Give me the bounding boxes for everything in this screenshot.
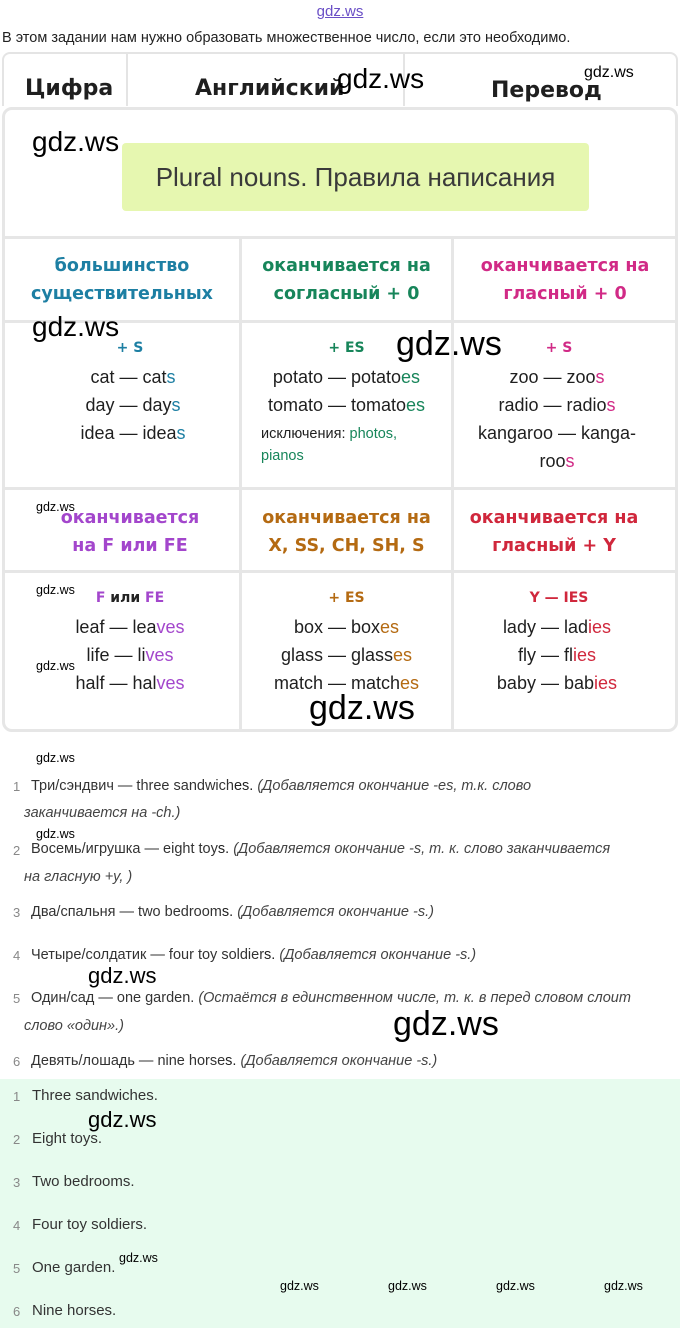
example-row: life — lives xyxy=(86,645,174,665)
answer-item: Nine horses. xyxy=(32,1302,117,1319)
example-row: fly — flies xyxy=(517,645,597,665)
explanation-item: Четыре/солдатик — four toy soldiers. (Добавляется окончание -s.) xyxy=(31,947,477,963)
answer-item: Eight toys. xyxy=(32,1130,103,1147)
explanation-item: Три/сэндвич — three sandwiches. (Добавляется окончание -es, т.к. слово xyxy=(31,778,532,794)
explanation-item-cont: на гласную +y, ) xyxy=(24,869,133,885)
example-row: idea — ideas xyxy=(80,423,186,443)
answer-item: One garden. xyxy=(32,1259,116,1276)
watermark: gdz.ws xyxy=(32,126,120,157)
category-consonant-o: оканчивается на согласный + 0 xyxy=(262,256,431,304)
watermark: gdz.ws xyxy=(496,1279,535,1293)
watermark: gdz.ws xyxy=(309,689,415,727)
answer-item: Two bedrooms. xyxy=(32,1173,135,1190)
list-number: 6 xyxy=(13,1054,21,1069)
rule-plus-s: + S xyxy=(116,340,144,356)
table-divider xyxy=(2,236,678,239)
watermark: gdz.ws xyxy=(393,1005,499,1043)
examples-sibilant xyxy=(242,613,451,697)
example-row: lady — ladies xyxy=(502,617,612,637)
list-number: 3 xyxy=(13,905,21,920)
example-row: roos xyxy=(539,451,575,471)
answer-item: Three sandwiches. xyxy=(32,1087,158,1104)
example-row: tomato — tomatoes xyxy=(267,395,426,415)
watermark: gdz.ws xyxy=(88,1107,157,1132)
watermark: gdz.ws xyxy=(396,325,502,363)
list-number: 1 xyxy=(13,779,21,794)
answer-number: 6 xyxy=(13,1304,21,1319)
examples-f-fe xyxy=(5,613,255,697)
exceptions-note: исключения: photos, pianos xyxy=(261,426,398,464)
examples-vowel-y xyxy=(454,613,660,697)
watermark: gdz.ws xyxy=(280,1279,319,1293)
example-row: half — halves xyxy=(75,673,185,693)
example-row: radio — radios xyxy=(498,395,616,415)
watermark: gdz.ws xyxy=(36,751,75,765)
examples-most-nouns xyxy=(5,363,261,447)
answer-number: 2 xyxy=(13,1132,21,1147)
header-col-translation: Перевод xyxy=(491,78,602,103)
category-vowel-o: оканчивается на гласный + 0 xyxy=(480,256,650,304)
header-divider xyxy=(126,52,128,106)
example-row: day — days xyxy=(85,395,181,415)
rules-banner: Plural nouns. Правила написания xyxy=(122,143,589,211)
category-x-ss-ch-sh-s: оканчивается на X, SS, CH, SH, S xyxy=(262,508,431,556)
watermark: gdz.ws xyxy=(584,64,634,81)
watermark: gdz.ws xyxy=(36,659,75,673)
examples-consonant-o xyxy=(242,363,451,419)
example-row: zoo — zoos xyxy=(509,367,605,387)
example-row: cat — cats xyxy=(90,367,176,387)
table-divider xyxy=(2,570,678,573)
list-number: 4 xyxy=(13,948,21,963)
answer-number: 5 xyxy=(13,1261,21,1276)
explanation-item: Восемь/игрушка — eight toys. (Добавляется окончание -s, т. к. слово заканчивается xyxy=(31,841,611,857)
example-row: kangaroo — kanga- xyxy=(477,423,637,443)
explanation-item-cont: заканчивается на -ch.) xyxy=(24,805,181,821)
watermark: gdz.ws xyxy=(119,1251,158,1265)
rule-plus-s-vowel: + S xyxy=(545,340,573,356)
category-vowel-y: оканчивается на гласный + Y xyxy=(469,508,639,556)
explanation-item-cont: слово «один».) xyxy=(24,1018,124,1034)
rule-y-ies: Y — IES xyxy=(529,590,589,606)
rule-plus-es-sibilant: + ES xyxy=(328,590,365,606)
watermark: gdz.ws xyxy=(36,500,75,514)
list-number: 5 xyxy=(13,991,21,1006)
watermark: gdz.ws xyxy=(604,1279,643,1293)
header-col-english: Английский xyxy=(195,76,345,101)
category-most-nouns: большинство существительных xyxy=(31,256,213,304)
site-link[interactable]: gdz.ws xyxy=(316,3,364,20)
example-row: box — boxes xyxy=(293,617,400,637)
example-row: potato — potatoes xyxy=(272,367,421,387)
explanation-item: Девять/лошадь — nine horses. (Добавляется окончание -s.) xyxy=(31,1053,438,1069)
rule-plus-es: + ES xyxy=(328,340,365,356)
explanation-item: Два/спальня — two bedrooms. (Добавляется окончание -s.) xyxy=(31,904,434,920)
watermark: gdz.ws xyxy=(36,827,75,841)
explanation-item: Один/сад — one garden. (Остаётся в единственном числе, т. к. в перед словом слоит xyxy=(31,990,631,1006)
examples-vowel-o xyxy=(454,363,660,475)
watermark: gdz.ws xyxy=(32,311,120,342)
watermark: gdz.ws xyxy=(388,1279,427,1293)
rule-f-or-fe: F или FE xyxy=(95,590,165,606)
example-row: leaf — leaves xyxy=(75,617,185,637)
watermark: gdz.ws xyxy=(337,63,425,94)
table-divider xyxy=(2,487,678,490)
intro-text: В этом задании нам нужно образовать множественное число, если это необходимо. xyxy=(2,30,571,46)
example-row: match — matches xyxy=(273,673,420,693)
answer-number: 4 xyxy=(13,1218,21,1233)
answer-item: Four toy soldiers. xyxy=(32,1216,148,1233)
list-number: 2 xyxy=(13,843,21,858)
example-row: baby — babies xyxy=(496,673,618,693)
watermark: gdz.ws xyxy=(88,963,157,988)
category-f-fe: оканчивается на F или FE xyxy=(60,508,200,556)
watermark: gdz.ws xyxy=(36,583,75,597)
answer-number: 3 xyxy=(13,1175,21,1190)
header-col-number: Цифра xyxy=(25,76,114,101)
answer-number: 1 xyxy=(13,1089,21,1104)
example-row: glass — glasses xyxy=(280,645,413,665)
